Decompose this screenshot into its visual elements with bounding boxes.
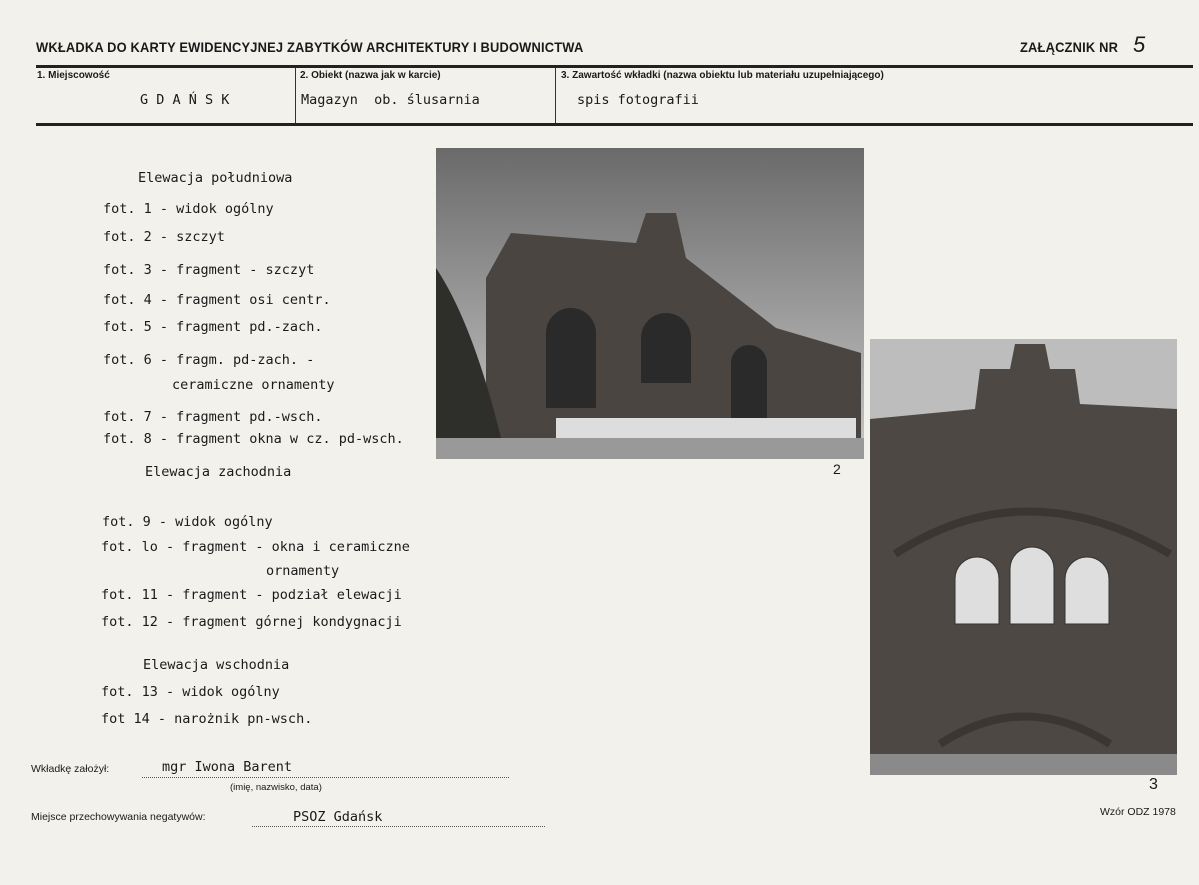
list-item: fot. 6 - fragm. pd-zach. - [103, 352, 315, 368]
list-item: fot. 2 - szczyt [103, 229, 225, 245]
attachment-number: 5 [1133, 32, 1146, 57]
list-item: fot. 12 - fragment górnej kondygnacji [101, 614, 402, 630]
author-value: mgr Iwona Barent [162, 759, 293, 775]
list-item: fot. 8 - fragment okna w cz. pd-wsch. [103, 431, 404, 447]
content-label: 3. Zawartość wkładki (nazwa obiektu lub materiału uzupełniającego) [561, 70, 884, 81]
photo-south-elevation [436, 148, 864, 459]
list-item: ceramiczne ornamenty [172, 377, 335, 393]
divider [555, 68, 556, 124]
attachment-label: ZAŁĄCZNIK NR [1020, 39, 1119, 55]
form-code: Wzór ODZ 1978 [1100, 806, 1176, 818]
header-rule [36, 65, 1193, 68]
storage-value: PSOZ Gdańsk [293, 809, 383, 825]
place-value: G D A Ń S K [140, 92, 230, 108]
list-item: ornamenty [266, 563, 340, 579]
list-item: fot. 4 - fragment osi centr. [103, 292, 331, 308]
author-label: Wkładkę założył: [31, 763, 110, 775]
list-item: fot. 5 - fragment pd.-zach. [103, 319, 323, 335]
storage-line [252, 826, 545, 827]
list-item: fot. 13 - widok ogólny [101, 684, 280, 700]
fields-rule [36, 123, 1193, 126]
photo-gable [870, 339, 1177, 775]
author-line [142, 777, 509, 778]
photo-number: 3 [1149, 776, 1158, 793]
list-item: fot. 3 - fragment - szczyt [103, 262, 315, 278]
divider [295, 68, 296, 124]
list-item: fot. 11 - fragment - podział elewacji [101, 587, 402, 603]
section-heading: Elewacja zachodnia [145, 464, 292, 480]
list-item: fot. 7 - fragment pd.-wsch. [103, 409, 323, 425]
list-item: fot 14 - narożnik pn-wsch. [101, 711, 313, 727]
list-item: fot. 1 - widok ogólny [103, 201, 274, 217]
object-label: 2. Obiekt (nazwa jak w karcie) [300, 70, 441, 81]
object-value: Magazyn ob. ślusarnia [301, 92, 480, 108]
card-title: WKŁADKA DO KARTY EWIDENCYJNEJ ZABYTKÓW ARCHITEKTURY I BUDOWNICTWA [36, 39, 584, 55]
list-item: fot. lo - fragment - okna i ceramiczne [101, 539, 410, 555]
place-label: 1. Miejscowość [37, 70, 110, 81]
photo-number: 2 [833, 461, 841, 477]
section-heading: Elewacja wschodnia [143, 657, 290, 673]
author-hint: (imię, nazwisko, data) [230, 782, 322, 793]
section-heading: Elewacja południowa [138, 170, 293, 186]
content-value: spis fotografii [577, 92, 699, 108]
list-item: fot. 9 - widok ogólny [102, 514, 273, 530]
storage-label: Miejsce przechowywania negatywów: [31, 811, 206, 823]
